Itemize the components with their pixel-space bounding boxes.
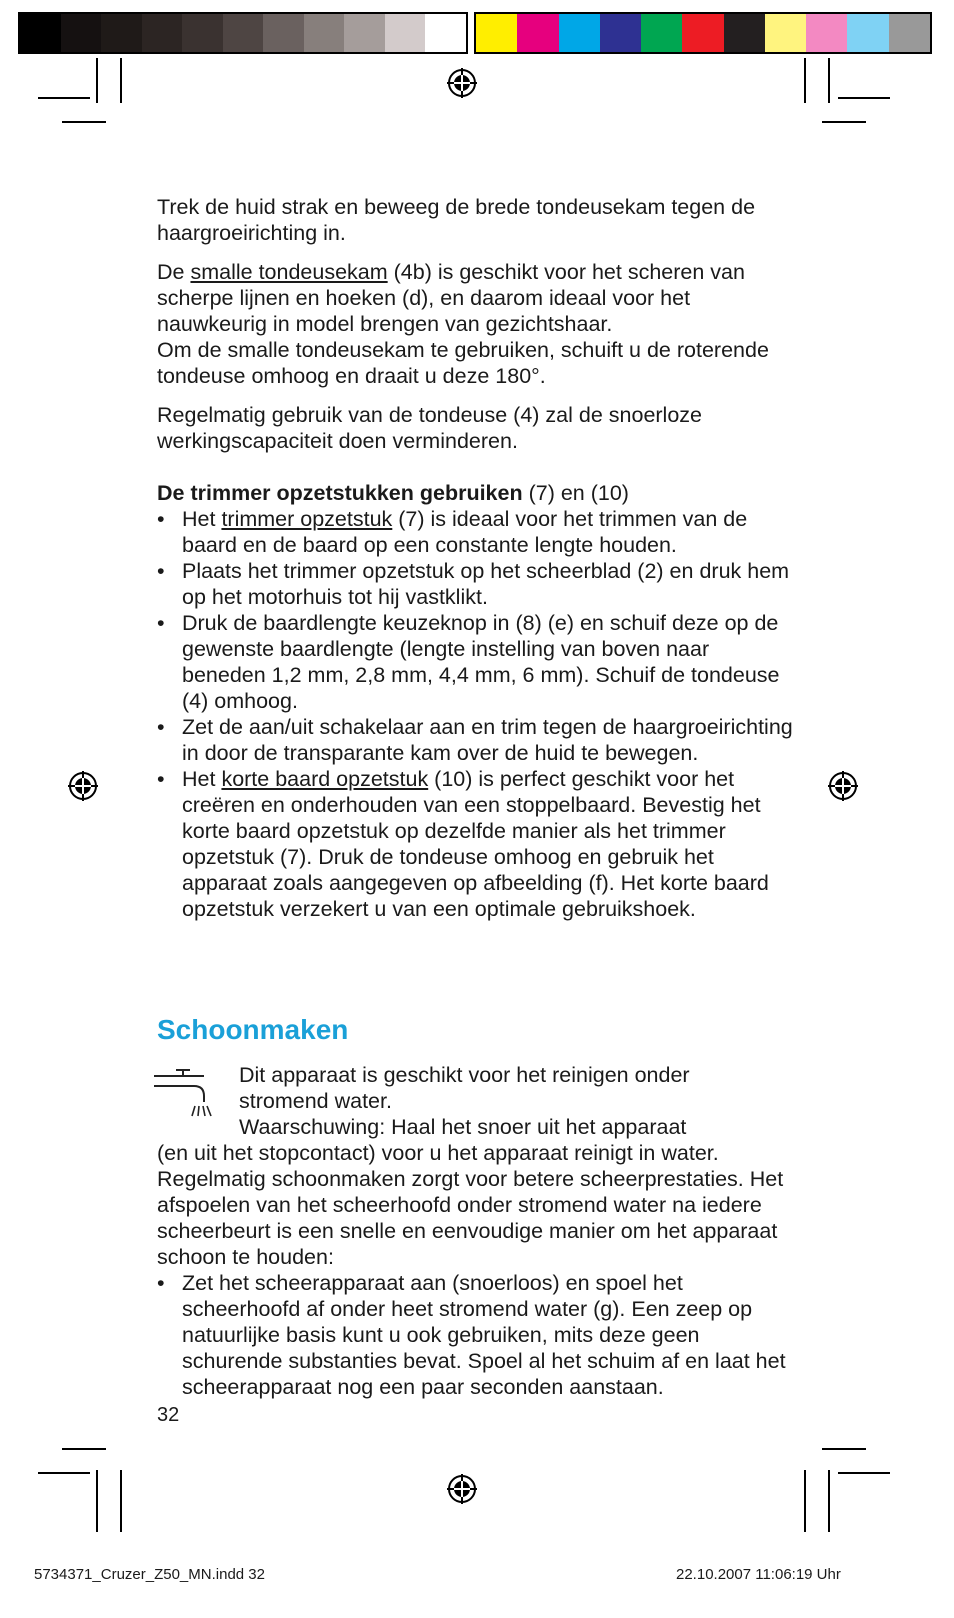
- underlined-term: smalle tondeusekam: [190, 260, 388, 284]
- color-swatch: [425, 14, 466, 52]
- text-line: Dit apparaat is geschikt voor het reinigen onder: [239, 1063, 690, 1087]
- color-swatch: [682, 14, 723, 52]
- list-item: • Plaats het trimmer opzetstuk op het scheerblad (2) en druk hem op het motorhuis tot hij vastklikt.: [157, 558, 797, 610]
- grayscale-color-bar: [18, 12, 468, 54]
- color-swatch: [344, 14, 385, 52]
- crop-mark: [838, 1472, 890, 1474]
- color-swatch: [559, 14, 600, 52]
- trimmer-bullet-list: [157, 506, 797, 922]
- registration-mark-icon: [447, 1474, 477, 1504]
- list-item: • Druk de baardlengte keuzeknop in (8) (e) en schuif deze op de gewenste baardlengte (lengte instelling van boven naar beneden 1,2 mm, 2,8 mm, 4,4 mm, 6 mm). Schuif de tondeuse (4) omhoog.: [157, 610, 797, 714]
- cleaning-text: [157, 1062, 797, 1400]
- bold-heading: De trimmer opzetstukken gebruiken: [157, 481, 523, 505]
- list-item: • Zet het scheerapparaat aan (snoerloos) en spoel het scheerhoofd af onder heet stromend water (g). Een zeep op natuurlijke basis kunt u ook gebruiken, mits deze geen schurende substanties bevat. Spoel al het schuim af en laat het scheerapparaat nog een paar seconden aanstaan.: [157, 1270, 797, 1400]
- trimmer-section-heading: [157, 480, 797, 506]
- crop-mark: [120, 58, 122, 103]
- crop-mark: [38, 1472, 90, 1474]
- registration-mark-icon: [447, 68, 477, 98]
- list-item: • Zet de aan/uit schakelaar aan en trim tegen de haargroeirichting in door de transparante kam over de huid te bewegen.: [157, 714, 797, 766]
- color-swatch: [600, 14, 641, 52]
- text: (7) is ideaal voor het trimmen van de baard en de baard op een constante lengte houden.: [182, 507, 748, 557]
- paragraph-cleaning: (en uit het stopcontact) voor u het apparaat reinigt in water. Regelmatig schoonmaken zorgt voor betere scheerprestaties. Het afspoelen van het scheerhoofd onder stromend water na iedere scheerbeurt is een snelle en eenvoudige manier om het apparaat schoon te houden:: [157, 1141, 784, 1269]
- color-swatch: [263, 14, 304, 52]
- underlined-term: korte baard opzetstuk: [221, 767, 429, 791]
- crop-mark: [804, 1470, 806, 1532]
- crop-mark: [822, 121, 866, 123]
- color-swatch: [765, 14, 806, 52]
- text: (10) is perfect geschikt voor het creëren en onderhouden van een stoppelbaard. Bevestig het korte baard opzetstuk op dezelfde manier als het trimmer opzetstuk (7). Druk de tondeuse omhoog en gebruik het apparaat zoals aangegeven op afbeelding (f). Het korte baard opzetstuk verzekert u van een optimale gebruikshoek.: [182, 767, 769, 921]
- crop-mark: [828, 1470, 830, 1532]
- color-swatch: [724, 14, 765, 52]
- text: De: [157, 260, 191, 284]
- color-swatch: [20, 14, 61, 52]
- color-swatch: [847, 14, 888, 52]
- paragraph-regular-use: Regelmatig gebruik van de tondeuse (4) zal de snoerloze werkingscapaciteit doen verminderen.: [157, 403, 702, 453]
- text: Het: [182, 767, 222, 791]
- color-swatch: [806, 14, 847, 52]
- color-swatch: [61, 14, 102, 52]
- color-swatch: [889, 14, 930, 52]
- body-text: [157, 194, 797, 922]
- color-swatch: [101, 14, 142, 52]
- page-number: 32: [157, 1404, 180, 1426]
- crop-mark: [62, 1448, 106, 1450]
- text-line: stromend water.: [239, 1089, 392, 1113]
- process-color-bar: [474, 12, 932, 54]
- crop-mark: [822, 1448, 866, 1450]
- footer-filename: 5734371_Cruzer_Z50_MN.indd 32: [34, 1566, 265, 1583]
- list-item: [157, 766, 797, 922]
- paragraph-intro: Trek de huid strak en beweeg de brede tondeusekam tegen de haargroeirichting in.: [157, 195, 756, 245]
- text: (7) en (10): [522, 481, 629, 505]
- crop-mark: [828, 58, 830, 103]
- warning-line: Waarschuwing: Haal het snoer uit het apparaat: [239, 1115, 687, 1139]
- crop-mark: [62, 121, 106, 123]
- registration-mark-icon: [68, 771, 98, 801]
- underlined-term: trimmer opzetstuk: [221, 507, 393, 531]
- crop-mark: [38, 97, 90, 99]
- color-swatch: [641, 14, 682, 52]
- cleaning-bullet-list: [157, 1270, 797, 1400]
- crop-mark: [96, 58, 98, 103]
- color-swatch: [476, 14, 517, 52]
- registration-mark-icon: [828, 771, 858, 801]
- text: Om de smalle tondeusekam te gebruiken, schuift u de roterende tondeuse omhoog en draait u deze 180°.: [157, 338, 769, 388]
- color-swatch: [304, 14, 345, 52]
- crop-mark: [838, 97, 890, 99]
- color-swatch: [517, 14, 558, 52]
- list-item: [157, 506, 797, 558]
- text: Het: [182, 507, 222, 531]
- color-swatch: [142, 14, 183, 52]
- color-swatch: [182, 14, 223, 52]
- color-swatch: [385, 14, 426, 52]
- crop-mark: [96, 1470, 98, 1532]
- text: (4b) is geschikt voor het scheren van scherpe lijnen en hoeken (d), en daarom ideaal voor het nauwkeurig in model brengen van gezichtshaar.: [157, 260, 745, 336]
- paragraph-narrow-comb: [157, 259, 797, 389]
- color-swatch: [223, 14, 264, 52]
- section-title: Schoonmaken: [157, 1014, 349, 1045]
- crop-mark: [120, 1470, 122, 1532]
- crop-mark: [804, 58, 806, 103]
- footer-timestamp: 22.10.2007 11:06:19 Uhr: [676, 1566, 841, 1583]
